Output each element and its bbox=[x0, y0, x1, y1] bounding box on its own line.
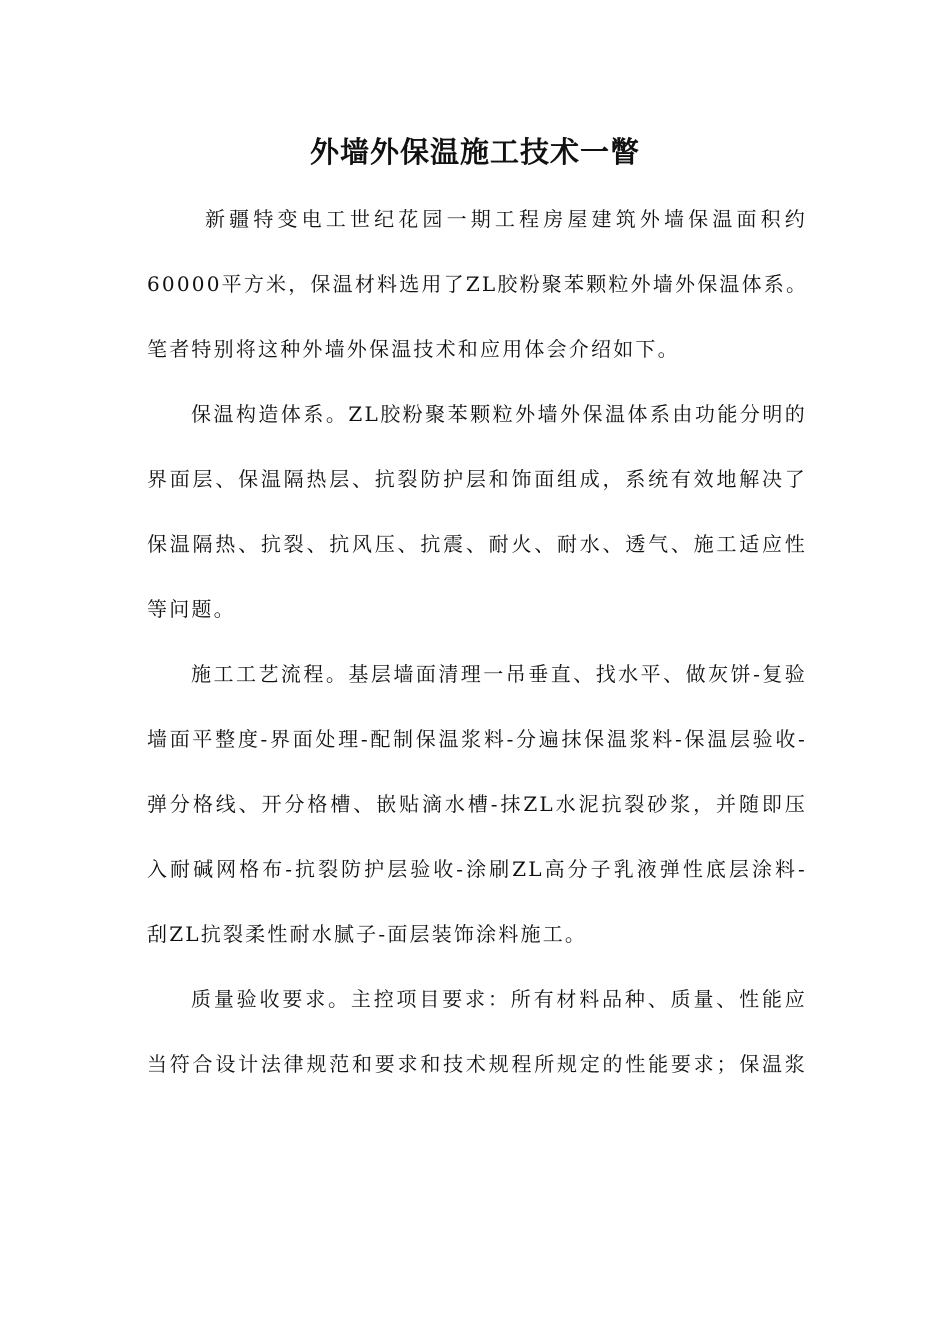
body-line: 等问题。 bbox=[147, 597, 236, 621]
body-line: 界面层、保温隔热层、抗裂防护层和饰面组成，系统有效地解决了 bbox=[147, 467, 807, 491]
body-line: 笔者特别将这种外墙外保温技术和应用体会介绍如下。 bbox=[147, 337, 680, 361]
body-line: 新疆特变电工世纪花园一期工程房屋建筑外墙保温面积约 bbox=[205, 207, 807, 231]
body-line: 质量验收要求。主控项目要求：所有材料品种、质量、性能应 bbox=[191, 987, 807, 1011]
body-line: 刮ZL抗裂柔性耐水腻子-面层装饰涂料施工。 bbox=[147, 922, 588, 946]
document-title: 外墙外保温施工技术一瞥 bbox=[309, 135, 640, 169]
body-line: 入耐碱网格布-抗裂防护层验收-涂刷ZL高分子乳液弹性底层涂料- bbox=[147, 857, 807, 881]
body-line: 施工工艺流程。基层墙面清理一吊垂直、找水平、做灰饼-复验 bbox=[191, 662, 807, 686]
body-line: 60000平方米，保温材料选用了ZL胶粉聚苯颗粒外墙外保温体系。 bbox=[147, 272, 809, 296]
body-line: 墙面平整度-界面处理-配制保温浆料-分遍抹保温浆料-保温层验收- bbox=[147, 727, 807, 751]
body-line: 当符合设计法律规范和要求和技术规程所规定的性能要求；保温浆 bbox=[147, 1052, 807, 1076]
body-line: 保温构造体系。ZL胶粉聚苯颗粒外墙外保温体系由功能分明的 bbox=[191, 402, 807, 426]
document-body bbox=[147, 187, 807, 1097]
body-line: 弹分格线、开分格槽、嵌贴滴水槽-抹ZL水泥抗裂砂浆，并随即压 bbox=[147, 792, 807, 816]
body-line: 保温隔热、抗裂、抗风压、抗震、耐火、耐水、透气、施工适应性 bbox=[147, 532, 807, 556]
